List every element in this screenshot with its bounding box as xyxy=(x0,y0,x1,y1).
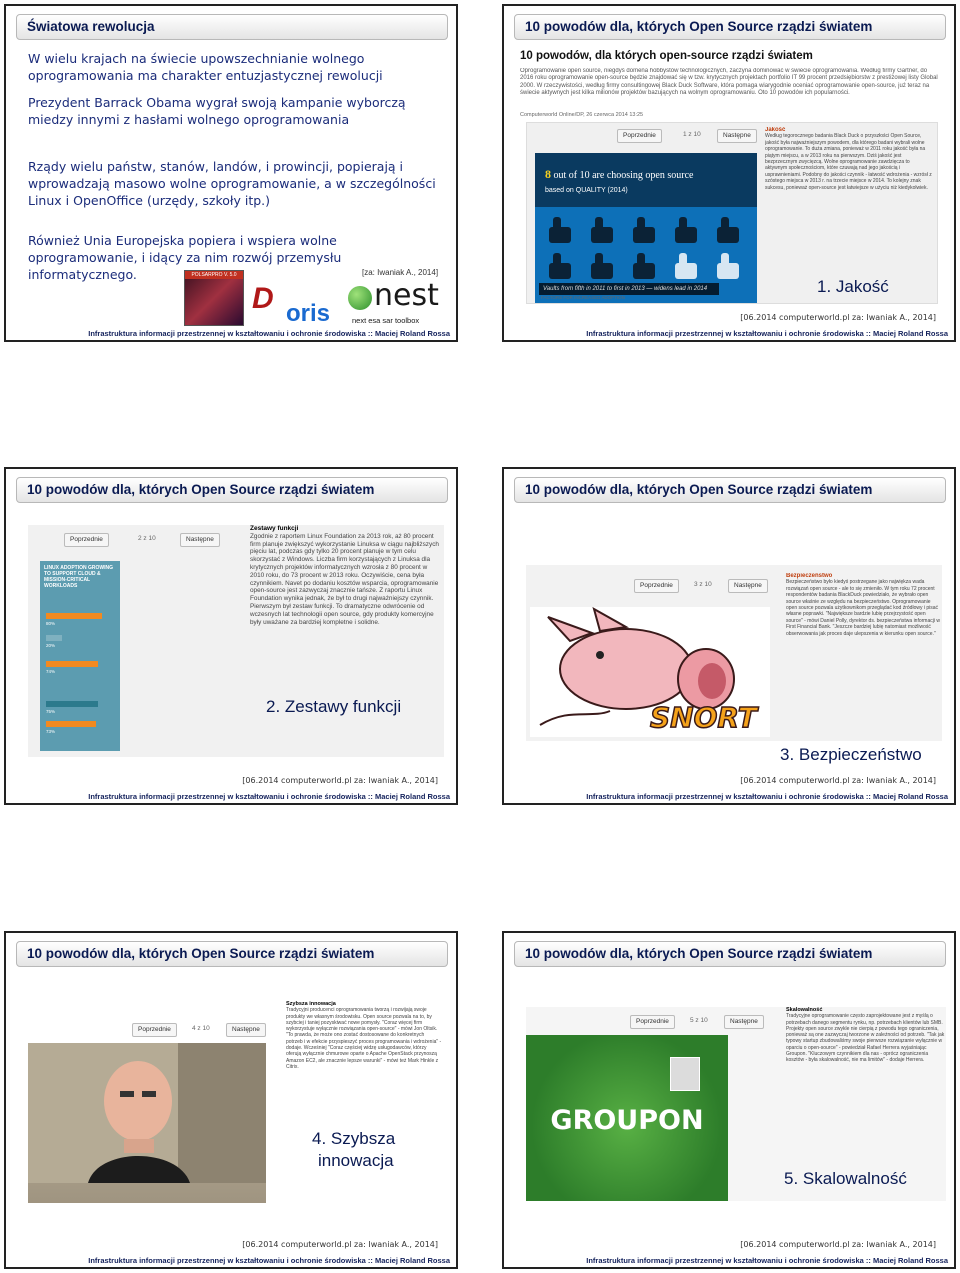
source-note: [06.2014 computerworld.pl za: Iwaniak A., 2014] xyxy=(242,776,438,785)
paragraph-2: Prezydent Barrack Obama wygrał swoją kampanie wyborczą miedzy innymi z hasłami wolnego oprogramowania xyxy=(28,95,406,127)
slide-footer: Infrastruktura informacji przestrzennej w kształtowaniu i ochronie środowiska :: Maciej Roland Rossa xyxy=(88,1256,450,1265)
side-article xyxy=(786,573,940,741)
slide-caption-line-2: innowacja xyxy=(318,1151,394,1170)
slide-1 xyxy=(4,4,458,342)
slide-caption: 1. Jakość xyxy=(817,277,889,296)
side-body: Zgodnie z raportem Linux Foundation za 2013 rok, aż 80 procent firm planuje zwiększyć wykorzystanie Linuksa w ciągu najbliższych pięciu lat, podczas gdy tylko 20 procent planuje w tym celu skorzystać z Windows. Liczba firm korzystających z Linuksa dla krytycznych projektów informatycznych wzrosła z 80 procent w 2010 roku, do 73 procent w 2013 roku. Oczywiście, cena była czynnikiem. Navet po dodaniu kosztów wsparcia, oprogramowanie open-source jest zazwyczaj znacznie tańsze. Z raportu Linux Foundation wynika jednak, że był to drugi najważniejszy czynnik. Pierwszym był zestaw funkcji. To dramatyczne odwrócenie od wczesnych lat technologii open source, gdy produkty komercyjne były uważane za bardziej kompletne i solidne. xyxy=(250,532,439,626)
next-button[interactable]: Następne xyxy=(717,129,757,143)
prev-button[interactable]: Poprzednie xyxy=(634,579,679,593)
infographic-bar xyxy=(46,701,98,707)
slide-6 xyxy=(502,931,956,1269)
slide-title: 10 powodów dla, których Open Source rządzi światem xyxy=(514,941,946,967)
slide-title: Światowa rewolucja xyxy=(16,14,448,40)
page-count: 2 z 10 xyxy=(138,535,156,542)
side-article xyxy=(786,1007,946,1187)
poster-number: 8 xyxy=(545,167,551,181)
infographic-value: 73% xyxy=(46,729,56,734)
poster-banner: Vaults from fifth in 2011 to first in 2013 — widens lead in 2014 xyxy=(539,283,719,295)
thumbs-up-icon xyxy=(675,217,697,243)
thumbs-up-icon xyxy=(675,253,697,279)
poster-headline-text: out of 10 are choosing open source xyxy=(553,170,694,181)
infographic-bar xyxy=(46,661,98,667)
article-screenshot xyxy=(28,987,444,1183)
pager xyxy=(634,579,774,593)
quality-poster xyxy=(535,153,757,303)
linux-infographic xyxy=(40,561,120,751)
nest-logo-word: nest xyxy=(374,278,439,313)
pager xyxy=(132,1023,272,1037)
prev-button[interactable]: Poprzednie xyxy=(630,1015,675,1029)
pager xyxy=(64,533,264,547)
side-article xyxy=(765,127,933,277)
infographic-value: 20% xyxy=(46,643,56,648)
article-screenshot xyxy=(526,1007,946,1201)
slide-2 xyxy=(502,4,956,342)
article-title: 10 powodów, dla których open-source rządzi światem xyxy=(520,50,813,62)
source-note: [06.2014 computerworld.pl za: Iwaniak A., 2014] xyxy=(740,1240,936,1249)
speaker-photo-icon xyxy=(28,1043,266,1183)
slide-caption: 5. Skalowalność xyxy=(784,1169,907,1188)
next-button[interactable]: Następne xyxy=(226,1023,266,1037)
polsarpro-label: POLSARPRO V. 5.0 xyxy=(185,271,243,279)
slide-title: 10 powodów dla, których Open Source rządzi światem xyxy=(514,477,946,503)
slide-title: 10 powodów dla, których Open Source rządzi światem xyxy=(16,477,448,503)
side-heading: Zestawy funkcji xyxy=(250,525,299,532)
side-heading: Skalowalność xyxy=(786,1007,823,1013)
side-article xyxy=(250,525,440,685)
snort-logo xyxy=(530,607,770,737)
next-button[interactable]: Następne xyxy=(180,533,220,547)
slide-5 xyxy=(4,931,458,1269)
person-photo-icon xyxy=(670,1057,700,1091)
article-screenshot xyxy=(28,525,444,757)
groupon-image xyxy=(526,1035,728,1201)
page-count: 1 z 10 xyxy=(683,131,701,138)
slide-caption: 2. Zestawy funkcji xyxy=(266,697,402,716)
page-count: 5 z 10 xyxy=(690,1017,708,1024)
pager xyxy=(630,1015,770,1029)
thumbs-up-icon xyxy=(717,217,739,243)
snort-word: SNORT xyxy=(650,701,757,734)
slide-3 xyxy=(4,467,458,805)
doris-logo-d: D xyxy=(252,282,274,315)
nest-logo xyxy=(348,278,448,330)
infographic-value: 74% xyxy=(46,669,56,674)
thumbs-up-icon xyxy=(717,253,739,279)
doris-logo xyxy=(252,280,346,328)
thumbs-up-icon xyxy=(549,217,571,243)
prev-button[interactable]: Poprzednie xyxy=(617,129,662,143)
nest-logo-subtitle: next esa sar toolbox xyxy=(352,316,420,325)
citation: [za: Iwaniak A., 2014] xyxy=(362,268,439,277)
slide-footer: Infrastruktura informacji przestrzennej w kształtowaniu i ochronie środowiska :: Maciej Roland Rossa xyxy=(586,792,948,801)
thumbs-up-icon xyxy=(591,217,613,243)
side-heading: Bezpieczeństwo xyxy=(786,573,833,579)
page-count: 4 z 10 xyxy=(192,1025,210,1032)
article-screenshot xyxy=(526,565,942,741)
side-body: Tradycyjne oprogramowanie często zaprojektowane jest z myślą o potrzebach danego segmentu rynku, np. potrzebach klientów lub SMB. Projekty open source zwykle nie cierpią z powodu tego ograniczenia, ponieważ są one zazwyczaj tworzone w zależności od potrzeb. "Tak jak typowy startup zbudowaliśmy swoje pierwsze rozwiązanie wyłącznie w oparciu o open-source" - powiedział Rafael Herrera wyjaśniając Groupon. "Kluczowym czynnikiem dla nas - oprócz ograniczenia kosztów - była skalowalność, nie ma limitów" - dodaje Herrera. xyxy=(786,1013,945,1064)
side-body: Tradycyjni producenci oprogramowania tworzą i rozwijają swoje produkty we własnym środowisku. Open source pozwala na to, by szybciej i taniej pozyskiwać nowe pomysły. "Coraz więcej firm wykorzystuje wyłącznie rozwiązania open-source" - mówi Jon Oltsik. "To prawda, że może ono zostać dostosowane do konkretnych potrzeb i w efekcie przyspieszyć proces programowania i wdrożenia" - dodaje. Wcześniej "Coraz częściej widzę usługodawców, którzy oferują wyłącznie chmurowe oparte o Apache OpenStack przynoszą Amazon EC2, ale znacznie lepsze warunki" - mówi też Mark Hinkle z Citrix. xyxy=(286,1007,442,1070)
slide-title: 10 powodów dla, których Open Source rządzi światem xyxy=(514,14,946,40)
article-body: Oprogramowanie open source, niegdyś domena hobbystów technologicznych, zaczyna dominować w świecie oprogramowania. Według firmy Gartner, do 2016 roku oprogramowanie open-source będzie znajdować się w tzw. krytycznych projektach portfolio IT 99 procent przedsiębiorstw z prestiżowej listy Global 2000. W rzeczywistości, według firmy consultingowej Black Duck Software, która pomaga wiarygodnie oceniać oprogramowanie open-source, już teraz na świecie aktywnych jest kilka milionów projektów bazujących na wolnym oprogramowaniu. Oto 10 powodów ich popularności. xyxy=(520,68,938,97)
side-article xyxy=(286,1001,442,1131)
prev-button[interactable]: Poprzednie xyxy=(64,533,109,547)
infographic-bar xyxy=(46,635,62,641)
side-heading: Jakość xyxy=(765,127,786,133)
thumbs-up-icon xyxy=(549,253,571,279)
slide-footer: Infrastruktura informacji przestrzennej w kształtowaniu i ochronie środowiska :: Maciej Roland Rossa xyxy=(586,329,948,338)
paragraph-3: Rządy wielu państw, stanów, landów, i prowincji, popierają i wprowadzają masowo wolne oprogramowanie, a w szczególności Linux i OpenOffice (urzędy, szkoły itp.) xyxy=(28,159,436,208)
side-heading: Szybsza innowacja xyxy=(286,1001,336,1007)
poster-headline xyxy=(545,167,693,182)
side-body: Według tegorocznego badania Black Duck o przyszłości Open Source, jakość była najważniejszym powodem, dla którego badani wybrali wolne oprogramowanie. To duża zmiana, ponieważ w 2011 roku jakość była na piątym miejscu, a w 2013 roku na pierwszym. Dziś jakość jest bezprzecznym zwycięzcą. Wolne oprogramowanie zawdzięcza to aktywnym społecznościom, które czuwają nad jego jakością i usprawnieniami. Podobny do jakości czynnik - łatwość wdrożenia - wzrósł z szóstego miejsca w 2013 r. na trzecie miejsce w 2014. To kolejny znak sukcesu, ponieważ open-source jest łatwiejsze w użyciu niż kiedykolwiek. xyxy=(765,133,932,191)
slide-caption: 3. Bezpieczeństwo xyxy=(780,745,922,764)
infographic-value: 75% xyxy=(46,709,56,714)
slide-footer: Infrastruktura informacji przestrzennej w kształtowaniu i ochronie środowiska :: Maciej Roland Rossa xyxy=(88,329,450,338)
groupon-logo: GROUPON xyxy=(550,1105,704,1136)
thumbs-up-icon xyxy=(633,253,655,279)
side-body: Bezpieczeństwo było kiedyś postrzegane jako najwiękza wada rozwiązań open source - ale to się zmieniło. W tym roku 72 procent respondentów badania BlackDuck powiedziało, że wybrało open source właśnie ze względu na bezpieczeństwo. Oprogramowanie open source pozwala użytkownikom przeglądać kod źródłowy i pisać własne poprawki. "Największe bardzie lubię przejrzystość open source" - mówi Daniel Polly, dyrektor ds. bezpieczeństwa informacji w First Financial Bank. "Jeszcze bardziej lubię natomiast możliwość obserwowania jak proces daje ulepszenia w kierunku open source." xyxy=(786,579,940,637)
slide-caption-line-1: 4. Szybsza xyxy=(312,1129,396,1148)
slide-4 xyxy=(502,467,956,805)
next-button[interactable]: Następne xyxy=(728,579,768,593)
slide-footer: Infrastruktura informacji przestrzennej w kształtowaniu i ochronie środowiska :: Maciej Roland Rossa xyxy=(586,1256,948,1265)
poster-subtitle: based on QUALITY (2014) xyxy=(545,187,628,194)
thumbs-up-icon xyxy=(591,253,613,279)
source-note: [06.2014 computerworld.pl za: Iwaniak A., 2014] xyxy=(740,776,936,785)
article-date: Computerworld Online/DP, 26 czerwca 2014 13:25 xyxy=(520,112,644,118)
paragraph-4: Również Unia Europejska popiera i wspiera wolne oprogramowanie, i idący za nim rozwój przemysłu informatycznego. xyxy=(28,233,342,282)
doris-logo-text: oris xyxy=(286,300,331,327)
pager xyxy=(617,129,767,143)
slide-footer: Infrastruktura informacji przestrzennej w kształtowaniu i ochronie środowiska :: Maciej Roland Rossa xyxy=(88,792,450,801)
snort-pig-icon xyxy=(530,607,770,737)
paragraph-1: W wielu krajach na świecie upowszechnianie wolnego oprogramowania ma charakter entuzjastycznej rewolucji xyxy=(28,51,383,83)
interview-video[interactable] xyxy=(28,1043,266,1203)
next-button[interactable]: Następne xyxy=(724,1015,764,1029)
source-note: [06.2014 computerworld.pl za: Iwaniak A., 2014] xyxy=(740,313,936,322)
prev-button[interactable]: Poprzednie xyxy=(132,1023,177,1037)
polsarpro-logo xyxy=(184,270,244,326)
globe-icon xyxy=(348,286,372,310)
infographic-bar xyxy=(46,613,102,619)
poster-footnote: FACTORS FOR INCREASED ADOPTION xyxy=(541,295,625,300)
slide-title: 10 powodów dla, których Open Source rządzi światem xyxy=(16,941,448,967)
infographic-value: 80% xyxy=(46,621,56,626)
article-screenshot xyxy=(526,122,938,304)
thumbs-up-icon xyxy=(633,217,655,243)
page-count: 3 z 10 xyxy=(694,581,712,588)
source-note: [06.2014 computerworld.pl za: Iwaniak A., 2014] xyxy=(242,1240,438,1249)
infographic-bar xyxy=(46,721,96,727)
infographic-heading: LINUX ADOPTION GROWING TO SUPPORT CLOUD & MISSION-CRITICAL WORKLOADS xyxy=(44,565,113,589)
